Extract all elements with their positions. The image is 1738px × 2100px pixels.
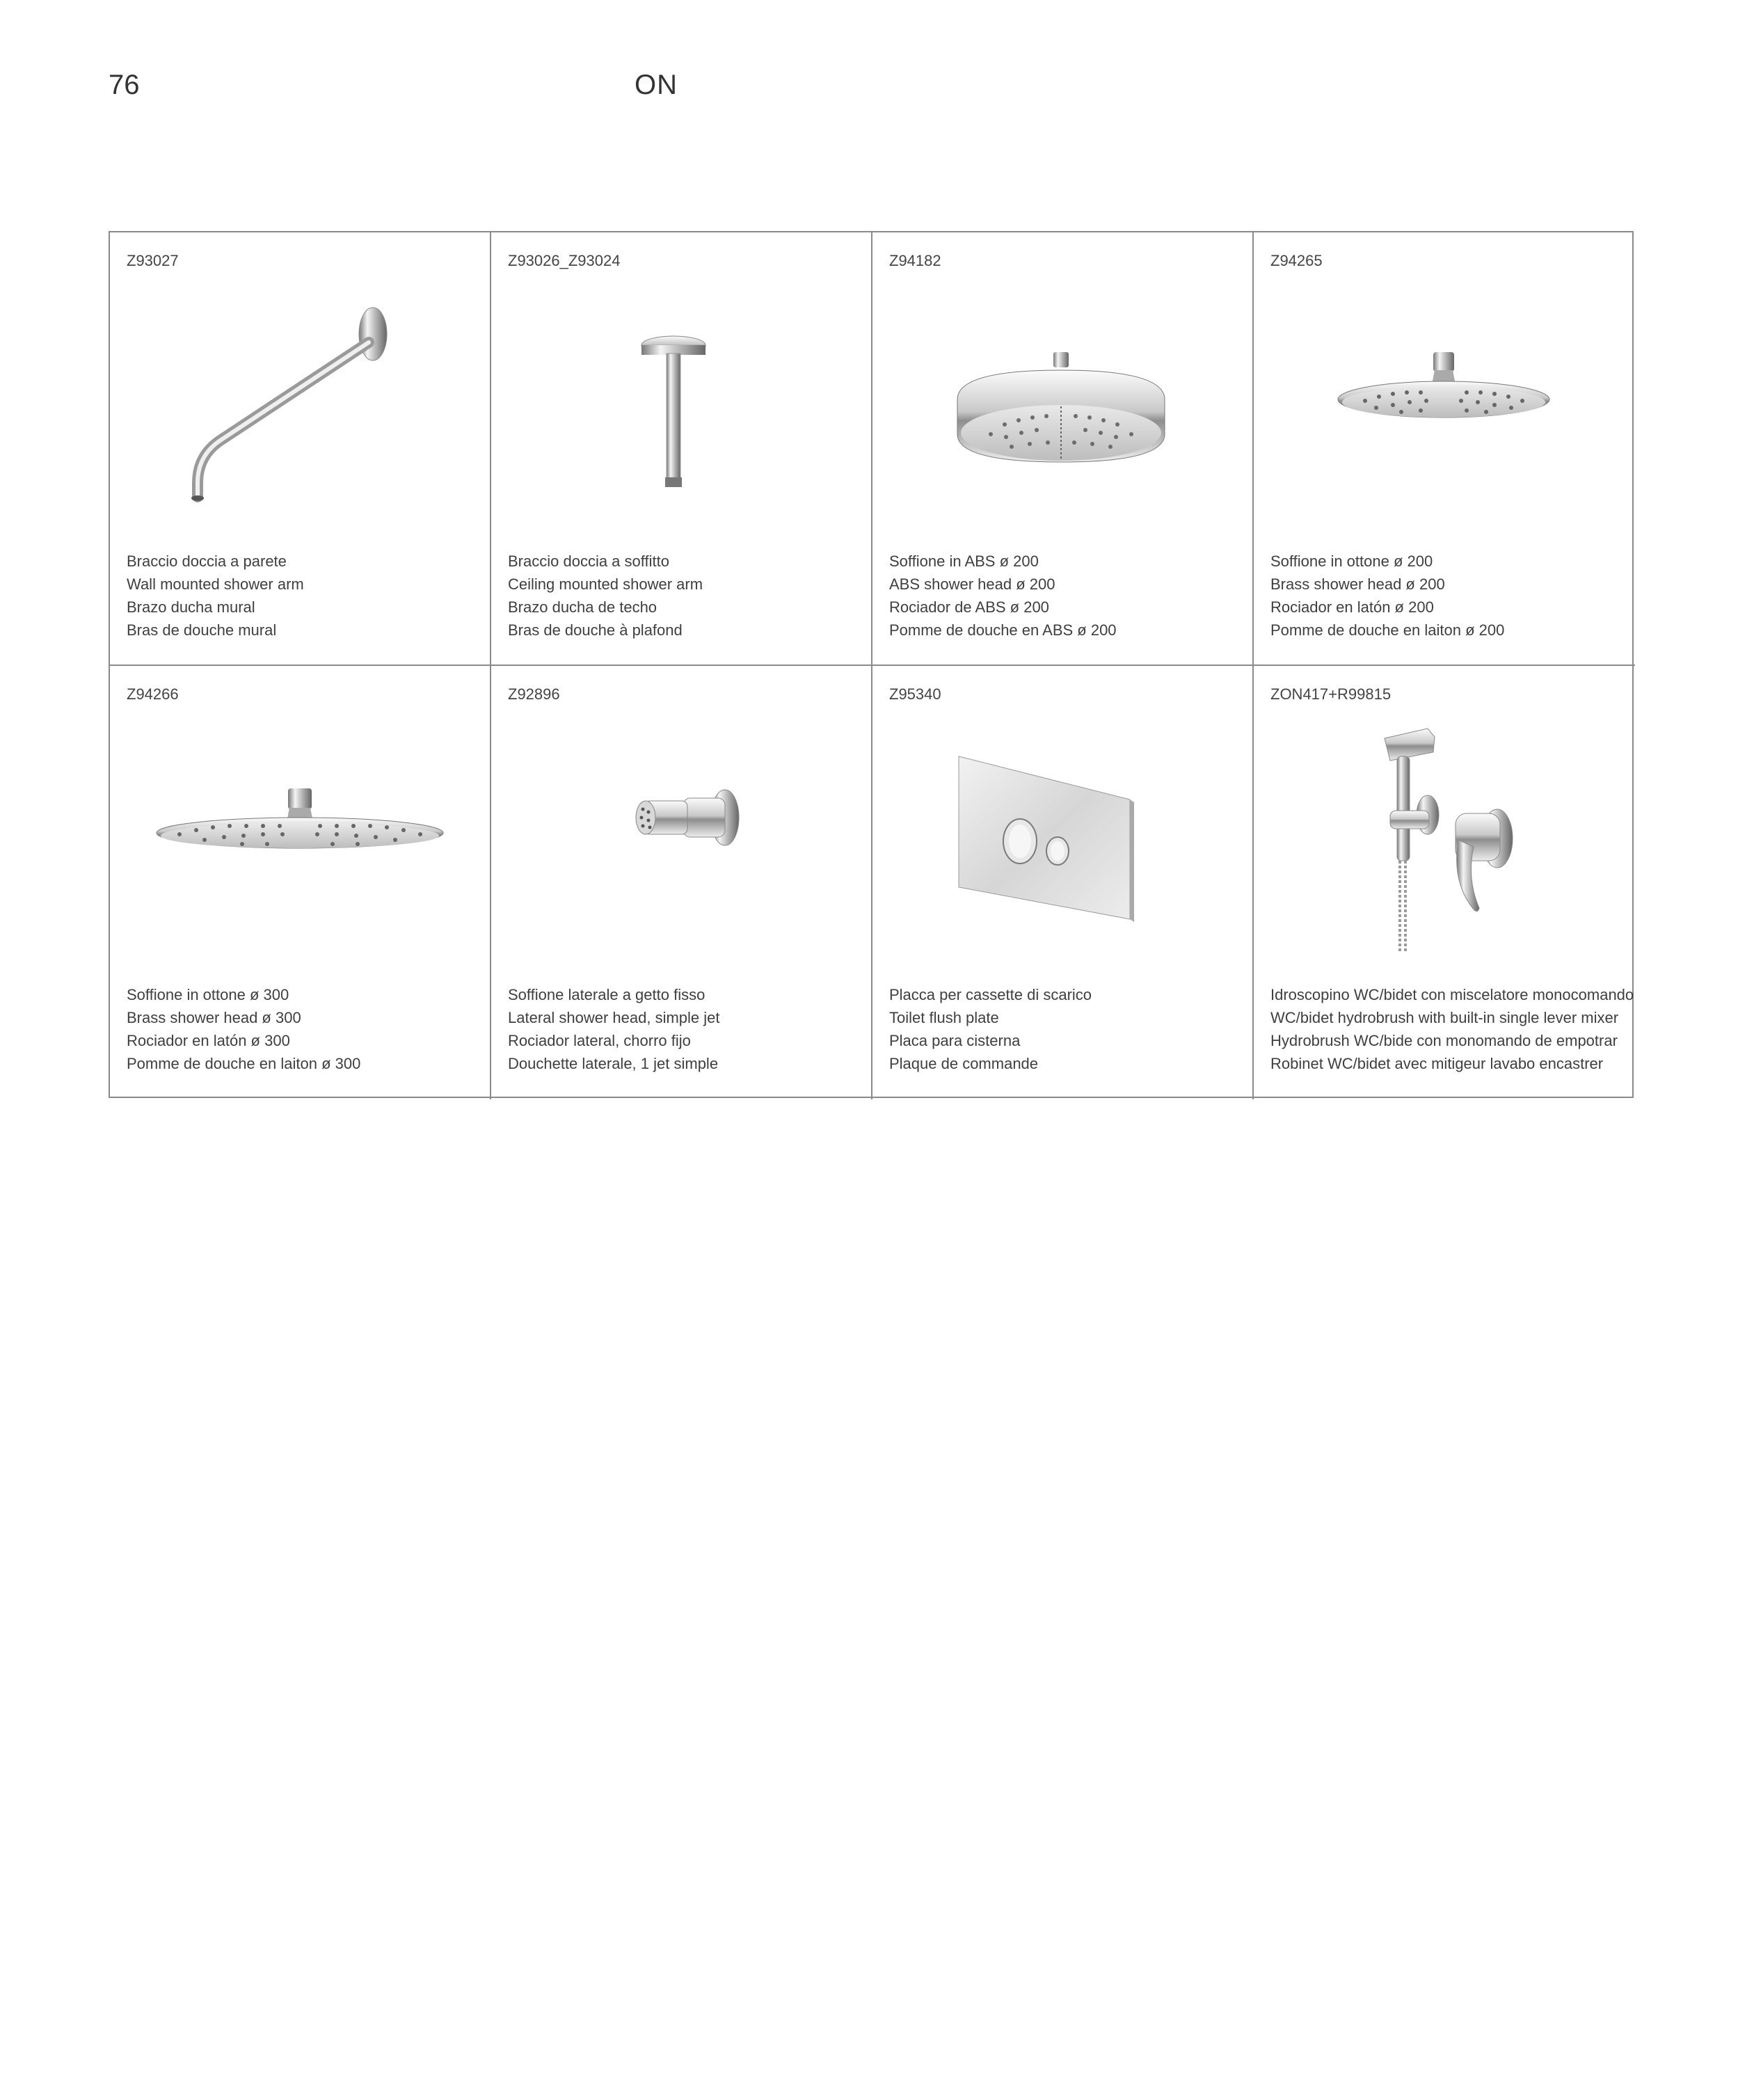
desc-es: Rociador de ABS ø 200 (889, 598, 1049, 616)
desc-fr: Pomme de douche en laiton ø 300 (127, 1055, 361, 1072)
ceiling-shower-arm-icon (491, 288, 872, 518)
product-code: Z94182 (889, 252, 941, 269)
product-cell (110, 232, 491, 666)
desc-it: Soffione in ottone ø 200 (1270, 552, 1433, 570)
desc-it: Braccio doccia a soffitto (508, 552, 669, 570)
desc-en: Brass shower head ø 300 (127, 1009, 301, 1026)
product-code: Z92896 (508, 685, 560, 703)
page-number: 76 (109, 70, 140, 100)
desc-it: Soffione in ottone ø 300 (127, 986, 289, 1003)
desc-fr: Pomme de douche en laiton ø 200 (1270, 621, 1505, 639)
desc-it: Soffione in ABS ø 200 (889, 552, 1039, 570)
product-code: Z95340 (889, 685, 941, 703)
desc-en: WC/bidet hydrobrush with built-in single lever mixer (1270, 1009, 1619, 1026)
desc-fr: Douchette laterale, 1 jet simple (508, 1055, 719, 1072)
lateral-shower-head-icon (491, 722, 872, 951)
product-cell (491, 232, 872, 666)
desc-es: Brazo ducha de techo (508, 598, 657, 616)
desc-fr: Plaque de commande (889, 1055, 1039, 1072)
desc-it: Idroscopino WC/bidet con miscelatore monocomando (1270, 986, 1634, 1003)
desc-it: Braccio doccia a parete (127, 552, 287, 570)
product-cell (872, 666, 1254, 1099)
product-code: ZON417+R99815 (1270, 685, 1392, 703)
desc-en: Wall mounted shower arm (127, 575, 304, 593)
desc-es: Brazo ducha mural (127, 598, 255, 616)
desc-it: Placca per cassette di scarico (889, 986, 1092, 1003)
collection-title: ON (635, 70, 678, 100)
abs-shower-head-icon (872, 288, 1254, 518)
desc-es: Rociador lateral, chorro fijo (508, 1032, 691, 1049)
desc-es: Hydrobrush WC/bide con monomando de empotrar (1270, 1032, 1618, 1049)
product-cell (872, 232, 1254, 666)
brass-shower-head-200-icon (1254, 288, 1635, 518)
brass-shower-head-300-icon (110, 722, 491, 951)
desc-es: Rociador en latón ø 200 (1270, 598, 1434, 616)
toilet-flush-plate-icon (872, 722, 1254, 951)
product-code: Z93027 (127, 252, 179, 269)
desc-fr: Pomme de douche en ABS ø 200 (889, 621, 1117, 639)
product-code: Z94266 (127, 685, 179, 703)
hydrobrush-mixer-icon (1254, 722, 1635, 951)
product-grid (109, 231, 1634, 1098)
desc-fr: Bras de douche à plafond (508, 621, 683, 639)
product-code: Z93026_Z93024 (508, 252, 621, 269)
product-cell (491, 666, 872, 1099)
wall-shower-arm-icon (110, 288, 491, 518)
desc-es: Placa para cisterna (889, 1032, 1021, 1049)
desc-en: Brass shower head ø 200 (1270, 575, 1445, 593)
product-cell (1254, 232, 1635, 666)
desc-en: Ceiling mounted shower arm (508, 575, 703, 593)
desc-fr: Bras de douche mural (127, 621, 277, 639)
desc-it: Soffione laterale a getto fisso (508, 986, 705, 1003)
desc-fr: Robinet WC/bidet avec mitigeur lavabo encastrer (1270, 1055, 1604, 1072)
desc-en: ABS shower head ø 200 (889, 575, 1055, 593)
desc-en: Lateral shower head, simple jet (508, 1009, 720, 1026)
desc-es: Rociador en latón ø 300 (127, 1032, 290, 1049)
product-cell (1254, 666, 1635, 1099)
product-cell (110, 666, 491, 1099)
desc-en: Toilet flush plate (889, 1009, 999, 1026)
product-code: Z94265 (1270, 252, 1323, 269)
